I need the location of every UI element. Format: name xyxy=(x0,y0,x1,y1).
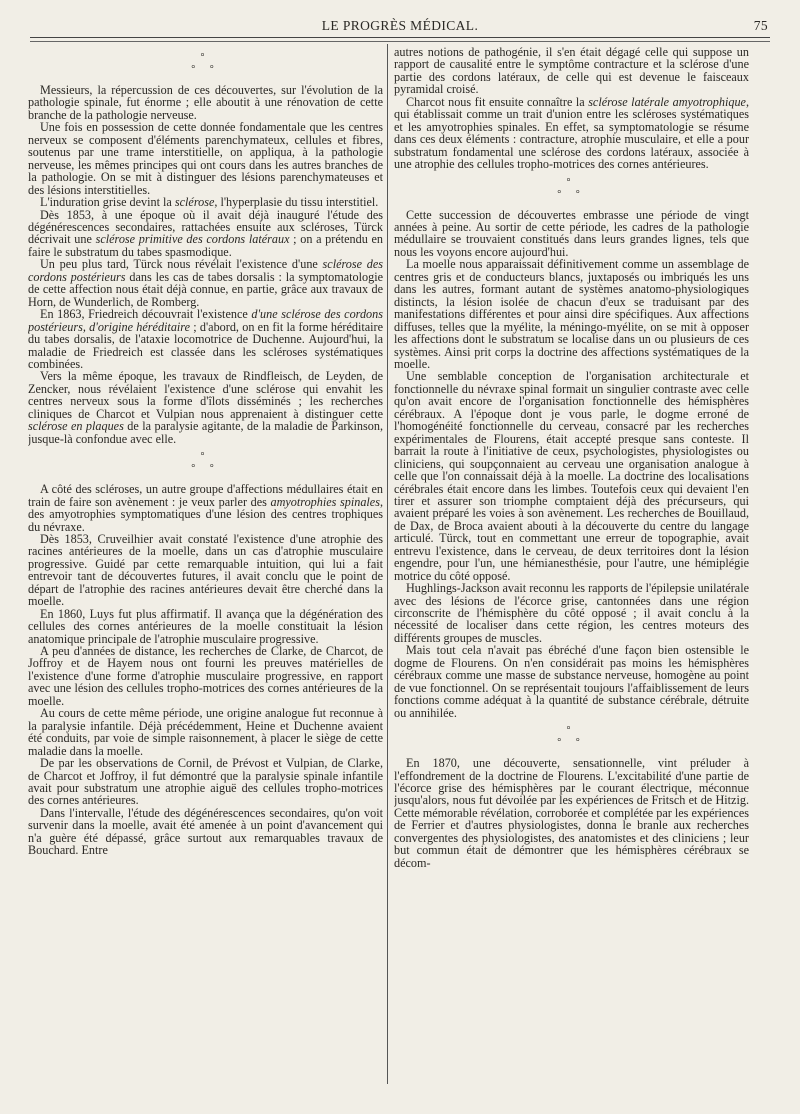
paragraph: Au cours de cette même période, une origine analogue fut reconnue à la paralysie infantile. Déjà précédemment, Heine et Duchenne avaient été conduits, par voie de simple raisonnement, à placer le siège de cette maladie dans la moelle. xyxy=(28,706,383,758)
paragraph: Un peu plus tard, Türck nous révélait l'existence d'une sclérose des cordons postérieurs dans les cas de tabes dorsalis : la symptomatologie de cette affection nous était déjà connue, en partie, grâce aux travaux de Horn, de Wunderlich, de Romberg. xyxy=(28,257,383,309)
paragraph: En 1870, une découverte, sensationnelle, vint préluder à l'effondrement de la doctrine de Flourens. L'excitabilité d'une partie de l'écorce grise des hémisphères par le courant électrique, méconnue jusqu'alors, nous fut dévoilée par les expériences de Fritsch et de Hitzig. Cette mémorable révélation, corroborée et complétée par les expériences de Ferrier et d'autres physiologistes, donna le branle aux recherches convergentes des physiologistes, des anatomistes et des cliniciens ; leur but commun était de démontrer que les hémisphères cérébraux se décom- xyxy=(394,756,749,870)
paragraph: L'induration grise devint la sclérose, l'hyperplasie du tissu interstitiel. xyxy=(40,195,379,210)
section-asterism: ° ° ° xyxy=(191,451,220,475)
paragraph: De par les observations de Cornil, de Prévost et Vulpian, de Clarke, de Charcot et Joffroy, il fut démontré que la paralysie spinale infantile avait pour substratum une atrophie aiguë des cellules tropho-motrices des cornes antérieures. xyxy=(28,756,383,808)
paragraph: autres notions de pathogénie, il s'en était dégagé celle qui suppose un rapport de causalité entre le symptôme contracture et la sclérose d'une partie des cordons latéraux, de celle qui est devenue le faisceaux pyramidal croisé. xyxy=(394,46,749,97)
header-rule-thick xyxy=(30,37,770,38)
paragraph: Hughlings-Jackson avait reconnu les rapports de l'épilepsie unilatérale avec des lésions de l'écorce grise, cantonnées dans une région circonscrite de l'hémisphère du côté opposé ; il avait conclu à la nécessité de localiser dans cette région, les centres moteurs des différents groupes de muscles. xyxy=(394,581,749,645)
paragraph: Dans l'intervalle, l'étude des dégénérescences secondaires, qu'on voit survenir dans la moelle, avait été amenée à un point d'avancement qui n'a guère été dépassé, grâce surtout aux remarquables travaux de Bouchard. Entre xyxy=(28,805,383,858)
paragraph: Dès 1853, à une époque où il avait déjà inauguré l'étude des dégénérescences secondaires, rattachées ensuite aux scléroses, Türck décrivait une sclérose primitive des cordons latéraux ; on a prétendu en faire le substratum du tabes spasmodique. xyxy=(28,207,383,259)
paragraph: Messieurs, la répercussion de ces découvertes, sur l'évolution de la pathologie spinale, fut énorme ; elle aboutit à une rénovation de cette branche de la pathologie nerveuse. xyxy=(28,83,383,122)
section-asterism: ° ° ° xyxy=(191,52,220,75)
journal-title: LE PROGRÈS MÉDICAL. xyxy=(321,18,479,33)
header-rule-thin xyxy=(30,41,770,42)
paragraph: A peu d'années de distance, les recherches de Clarke, de Charcot, de Joffroy et de Hayem nous ont fourni les preuves matérielles de l'existence d'une forme d'atrophie musculaire progressive, en rapport avec une lésion des cellules tropho-motrices des cornes antérieures de la moelle. xyxy=(28,644,383,708)
page-number: 75 xyxy=(753,18,768,33)
paragraph: Cette succession de découvertes embrasse une période de vingt années à peine. Au sortir de cette période, les cadres de la pathologie médullaire se trouvaient constitués dans leurs grandes lignes, tels que nous les voyons encore aujourd'hui. xyxy=(394,207,749,259)
paragraph: Dès 1853, Cruveilhier avait constaté l'existence d'une atrophie des racines antérieures de la moelle, dans un cas d'atrophie musculaire progressive. Guidé par cette remarquable intuition, qui lui a fait entrevoir tant de découvertes futures, il avait conclu que le point de départ de l'atrophie des racines antérieures devait être cherché dans la moelle. xyxy=(28,531,383,609)
paragraph: Mais tout cela n'avait pas ébréché d'une façon bien ostensible le dogme de Flourens. On n'en considérait pas moins les hémisphères cérébraux comme une masse de substance nerveuse, homogène au point de vue fonctionnel. On se représentait toujours l'affaiblissement de leurs fonctions comme adéquat à la quantité de substance cérébrale, détruite ou annihilée. xyxy=(394,643,749,720)
left-column xyxy=(28,46,383,1096)
paragraph: Une semblable conception de l'organisation architecturale et fonctionnelle du névraxe spinal formait un singulier contraste avec celle qu'on avait encore de l'organisation fonctionnelle des hémisphères cérébraux. A l'époque dont je vous parle, le dogme erroné de l'homogénéité fonctionnelle du cerveau, consacré par les recherches expérimentales de Flourens, était accepté presque sans conteste. Il barrait la route à l'initiative de ceux, psychologistes, physiologistes ou cliniciens, qui soupçonnaient au cerveau une organisation analogue à celle que l'on connaissait déjà à la moelle. La doctrine des localisations cérébrales était encore dans les limbes. Toutefois ceux qui devaient l'en tirer et assurer son triomphe comptaient déjà des précurseurs, qui avaient préparé les voies à son avènement. Les recherches de Bouillaud, de Dax, de Broca avaient abouti à la découverte du centre du langage articulé. Türck, tout en commettant une erreur de topographie, avait entrevu l'existence, dans le cerveau, de deux territoires dont la lésion engendre, pour l'un, une hémianesthésie, pour l'autre, une hémiplégie motrice du côté opposé. xyxy=(394,369,749,583)
paragraph: En 1860, Luys fut plus affirmatif. Il avança que la dégénération des cellules des cornes antérieures de la moelle constituait la lésion anatomique principale de l'atrophie musculaire progressive. xyxy=(28,606,383,646)
paragraph: Une fois en possession de cette donnée fondamentale que les centres nerveux se composent d'éléments parenchymateux, cellules et fibres, soutenus par une trame interstitielle, on appliqua, à la pathologie nerveuse, les mêmes principes qui ont cours dans les autres branches de la pathologie. On se mit à distinguer des lésions parenchymateuses et des lésions interstitielles. xyxy=(28,120,383,197)
paragraph: La moelle nous apparaissait définitivement comme un assemblage de centres gris et de conducteurs blancs, juxtaposés ou imbriqués les uns dans les autres, formant autant de systèmes anatomo-physiologiques distincts, la lésion isolée de chacun d'eux se traduisant par des manifestations différentes et pour ainsi dire spécifiques. Aux affections diffuses, telles que la myélite, la méningo-myélite, on se mit à opposer les affections dont le substratum se localise dans un ou plusieurs de ces systèmes. Ainsi prit corps la doctrine des affections systématiques de la moelle. xyxy=(394,257,749,371)
paragraph: En 1863, Friedreich découvrait l'existence d'une sclérose des cordons postérieurs, d'origine héréditaire ; d'abord, on en fit la forme héréditaire du tabes dorsalis, de l'ataxie locomotrice de Duchenne. Aujourd'hui, la maladie de Friedreich est classée dans les scléroses systématiques combinées. xyxy=(28,307,383,371)
section-asterism: ° ° ° xyxy=(557,176,586,200)
column-divider xyxy=(387,44,388,1084)
page-header xyxy=(30,18,770,38)
right-column xyxy=(394,46,749,1096)
paragraph: Vers la même époque, les travaux de Rindfleisch, de Leyden, de Zencker, nous révélaient l'existence d'une sclérose qui envahit les centres nerveux sous la forme d'îlots disséminés ; les recherches cliniques de Charcot et Vulpian nous apprenaient à distinguer cette sclérose en plaques de la paralysie agitante, de la maladie de Parkinson, jusque-là confondue avec elle. xyxy=(28,369,383,446)
paragraph: Charcot nous fit ensuite connaître la sclérose latérale amyotrophique, qui établissait comme un trait d'union entre les scléroses systématiques et les amyotrophies spinales. En effet, sa symptomatologie se résume dans ces deux éléments : contracture, atrophie musculaire, et elle a pour substratum fondamental une sclérose des cordons latéraux, associée à une atrophie des cellules tropho-motrices des cornes antérieures. xyxy=(394,94,749,172)
section-asterism: ° ° ° xyxy=(557,725,586,749)
paragraph: A côté des scléroses, un autre groupe d'affections médullaires était en train de faire son avènement : je veux parler des amyotrophies spinales, des amyotrophies symptomatiques d'une lésion des centres trophiques du névraxe. xyxy=(28,482,383,534)
